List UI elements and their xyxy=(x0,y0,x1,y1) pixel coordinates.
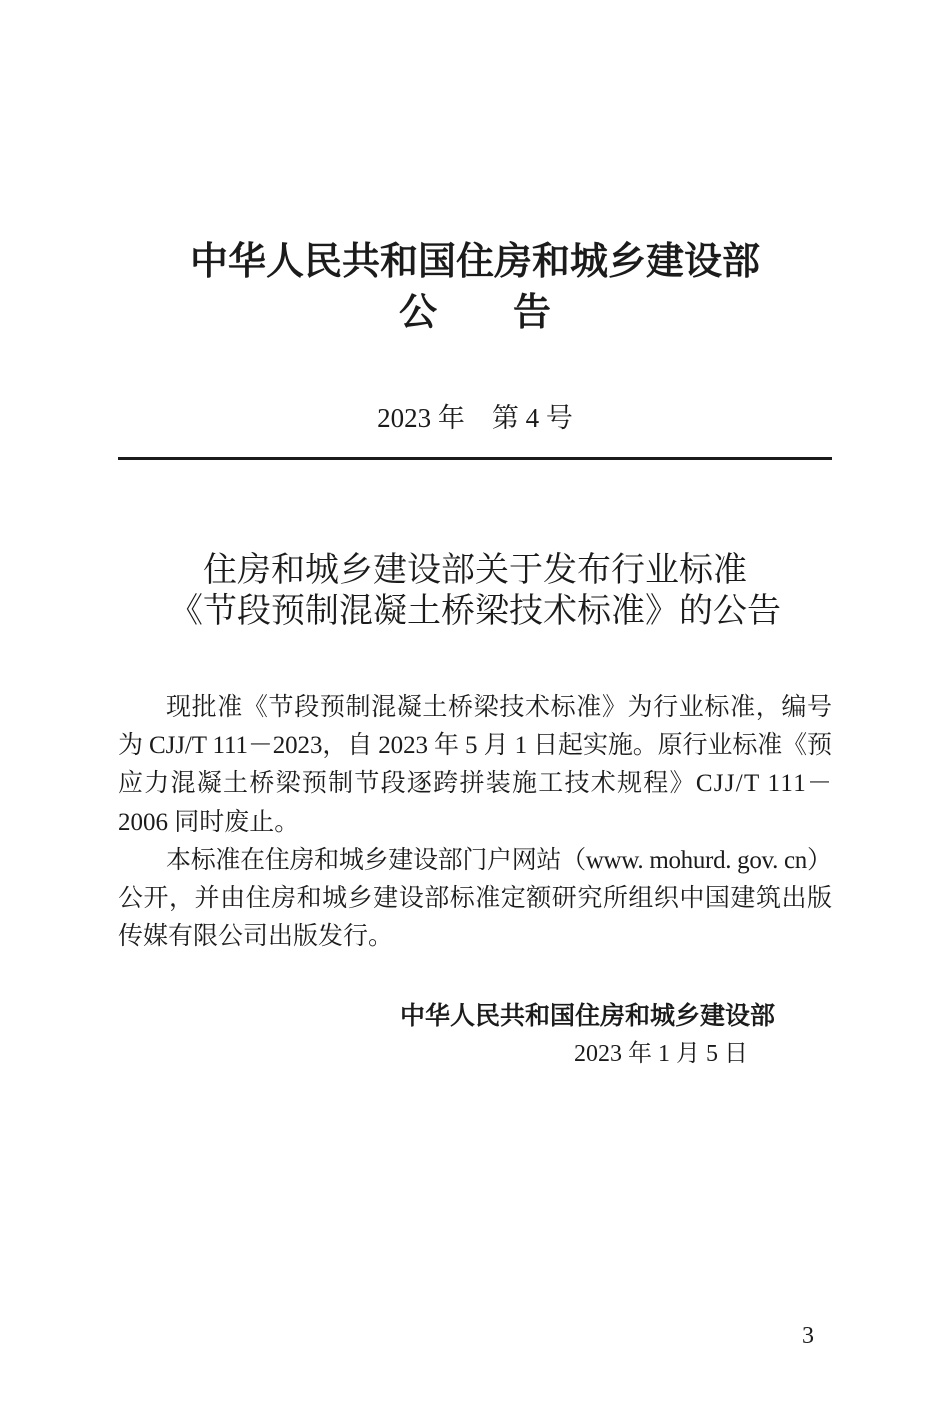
body-line-text: 传媒有限公司出版发行。 xyxy=(118,923,394,951)
signature-organization: 中华人民共和国住房和城乡建设部 xyxy=(400,1003,776,1030)
paragraph-approval xyxy=(118,689,832,842)
notice-body xyxy=(118,689,832,956)
signature-date: 2023 年 1 月 5 日 xyxy=(574,1041,748,1067)
body-line-text: 为 CJJ/T 111－2023，自 2023 年 5 月 1 日起实施。原行业标准《预 xyxy=(118,732,832,760)
body-line xyxy=(118,918,832,956)
header-divider xyxy=(118,457,832,460)
document-type-heading: 公 告 xyxy=(398,292,551,334)
notice-title xyxy=(0,550,950,632)
body-line-text: 公开，并由住房和城乡建设部标准定额研究所组织中国建筑出版 xyxy=(118,885,833,913)
body-line xyxy=(118,880,832,918)
body-line xyxy=(118,727,832,765)
body-line-text: 现批准《节段预制混凝土桥梁技术标准》为行业标准，编号 xyxy=(166,694,833,721)
body-line xyxy=(118,842,832,880)
body-line xyxy=(118,689,832,727)
notice-title-line-2: 《节段预制混凝土桥梁技术标准》的公告 xyxy=(169,593,781,630)
body-line-text: 2006 同时废止。 xyxy=(118,808,300,836)
notice-title-line-1: 住房和城乡建设部关于发布行业标准 xyxy=(203,552,747,589)
page-number: 3 xyxy=(802,1323,814,1349)
body-line xyxy=(118,765,832,803)
body-line xyxy=(118,804,832,842)
announcement-number: 2023 年 第 4 号 xyxy=(377,403,573,433)
issuer-heading: 中华人民共和国住房和城乡建设部 xyxy=(189,241,760,283)
body-line-text: 本标准在住房和城乡建设部门户网站（www. mohurd. gov. cn） xyxy=(166,846,832,874)
body-line-text: 应力混凝土桥梁预制节段逐跨拼装施工技术规程》CJJ/T 111－ xyxy=(118,770,834,798)
paragraph-publication xyxy=(118,842,832,957)
